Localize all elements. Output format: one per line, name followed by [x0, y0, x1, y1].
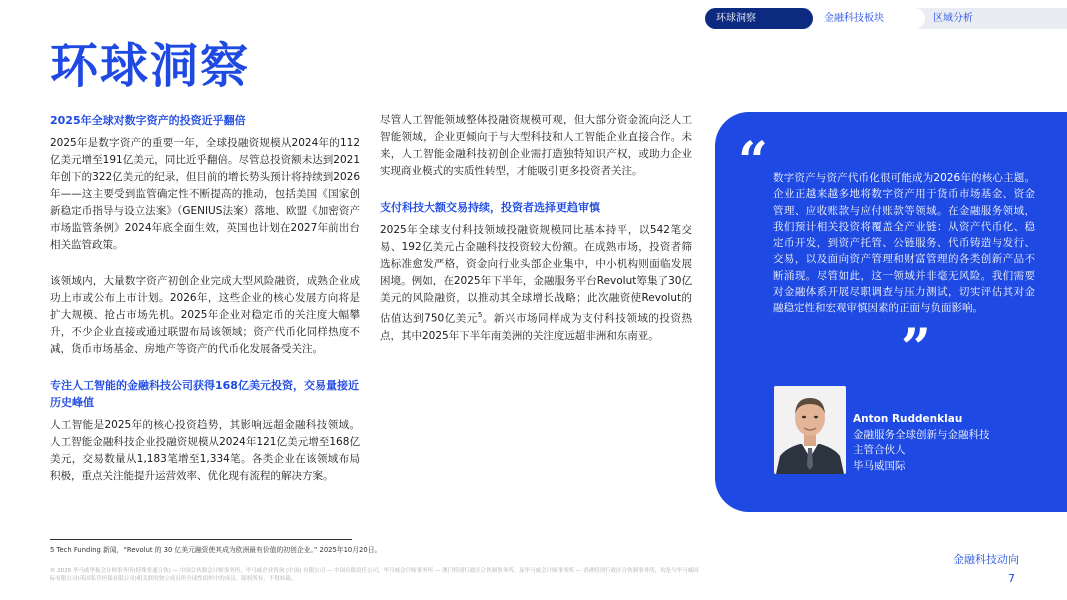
tab-regional-analysis[interactable]: 区域分析 [933, 13, 973, 24]
quote-text: 数字资产与资产代币化很可能成为2026年的核心主题。企业正越来越多地将数字资产用于货币市场基金、资金管理、应收账款与应付账款等领域。在金融服务领域，我们预计相关投资将覆盖全产业链：从资产代币化、稳定币开发，到资产托管、公链服务、代币铸造与发行、交易，以及面向资产管理和财富管理的各类创新产品不断涌现。尽管如此，这一领域并非毫无风险。我们需要对金融体系开展尽职调查与压力测试，切实评估其对金融稳定性和宏观审慎因素的正面与负面影响。 [773, 172, 1035, 315]
tab-fintech-sector[interactable]: 金融科技板块 [810, 8, 925, 29]
open-quote-icon: “ [738, 131, 768, 192]
author-info [853, 412, 990, 474]
paragraph-payments-end: 。新兴市场同样成为支付科技领域的投资热点，其中2025年下半年南美洲的关注度远超非洲和东南亚。 [380, 312, 693, 342]
author-role-1: 金融服务全球创新与金融科技 [853, 428, 990, 441]
footnote-divider [50, 539, 352, 540]
section-heading-digital-assets: 2025年全球对数字资产的投资近乎翻倍 [50, 114, 246, 127]
paragraph-payments-text: 2025年全球支付科技领域投融资规模同比基本持平，以542笔交易、192亿美元占金融科技投资较大份额。在成熟市场，投资者筛选标准愈发严格，资金向行业头部企业集中，中小机构则面临发展困境。例如，在2025年下半年，金融服务平台Revolut筹集了30亿美元的风险融资，以推动其全球增长战略；此次融资使Revolut的估值达到750亿美元 [380, 224, 692, 325]
footnote: 5 Tech Funding 新闻，“Revolut 的 30 亿美元融资使其成为欧洲最有价值的初创企业。” 2025年10月20日。 [50, 546, 382, 554]
column-middle [380, 112, 692, 345]
section-heading-payments: 支付科技大额交易持续，投资者选择更趋审慎 [380, 201, 600, 214]
quote-box [715, 112, 1067, 512]
author-org: 毕马威国际 [853, 459, 906, 472]
publication-name: 金融科技动向 [953, 553, 1019, 566]
page-title: 环球洞察 [50, 38, 251, 94]
legal-notice: © 2026 毕马威华振会计师事务所(特殊普通合伙) — 中国合伙制会计师事务所，毕马威企业咨询 (中国) 有限公司 — 中国有限责任公司，毕马威会计师事务所 — 澳门特别行政区合伙制事务所，及毕马威会计师事务所 — 香港特别行政区合伙制事务所，均是与毕马威国际有限公司(英国私营担保有限公司)相关联的独立成员所全球性组织中的成员。版权所有，不得转载。 [50, 568, 699, 582]
author-name: Anton Ruddenklau [853, 413, 963, 425]
author-photo [774, 386, 846, 474]
column-left [50, 112, 360, 485]
paragraph-payments [380, 222, 692, 345]
paragraph-ai-fintech-2: 尽管人工智能领域整体投融资规模可观，但大部分资金流向泛人工智能领域，企业更倾向于与大型科技和人工智能企业直接合作。未来，人工智能金融科技初创企业需打造独特知识产权，或助力企业实现商业模式的实质性转型，才能吸引更多投资者关注。 [380, 114, 692, 177]
tab-global-insights[interactable]: 环球洞察 [705, 8, 813, 29]
paragraph-digital-assets-1: 2025年是数字资产的重要一年，全球投融资规模从2024年的112亿美元增至191亿美元，同比近乎翻倍。尽管总投资额未达到2021年创下的322亿美元的纪录，但目前的增长势头预计将持续到2026年——这主要受到监管确定性不断提高的推动，包括美国《国家创新稳定币指导与设立法案》（GENIUS法案）落地、欧盟《加密资产市场监管条例》2024年底全面生效，英国也计划在2027年前出台相关监管政策。 [50, 137, 360, 251]
paragraph-digital-assets-2: 该领域内，大量数字资产初创企业完成大型风险融资，成熟企业成功上市或公布上市计划。2026年，这些企业的核心发展方向将是扩大规模、抢占市场先机。2025年企业对稳定币的关注度大幅攀升，不少企业直接或通过联盟布局该领域；资产代币化同样热度不减，货币市场基金、房地产等资产的代币化发展备受关注。 [50, 275, 360, 355]
close-quote-icon: ” [901, 318, 931, 379]
paragraph-ai-fintech-1: 人工智能是2025年的核心投资趋势，其影响远超金融科技领域。人工智能金融科技企业投融资规模从2024年121亿美元增至168亿美元，交易数量从1,183笔增至1,334笔。各类企业在该领域布局积极，重点关注能提升运营效率、优化现有流程的解决方案。 [50, 419, 360, 482]
footnote-ref: 5 [477, 311, 483, 319]
section-nav [705, 8, 1067, 29]
page-number: 7 [1008, 572, 1015, 585]
section-heading-ai-fintech: 专注人工智能的金融科技公司获得168亿美元投资，交易量接近历史峰值 [50, 379, 359, 409]
author-role-2: 主管合伙人 [853, 444, 906, 456]
